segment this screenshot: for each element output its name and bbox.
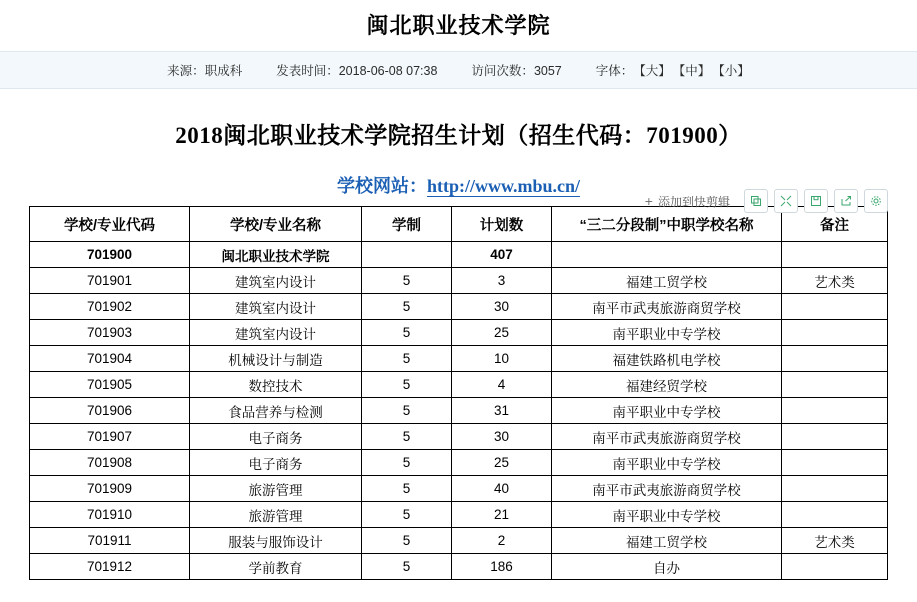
cell-remark <box>782 476 888 502</box>
save-icon[interactable] <box>804 189 828 213</box>
cell-remark <box>782 372 888 398</box>
add-to-quick-clip-label: 添加到快剪辑 <box>657 194 730 209</box>
table-row <box>30 294 888 320</box>
cell-major-name: 电子商务 <box>190 450 362 476</box>
cell-major-name: 建筑室内设计 <box>190 320 362 346</box>
table-row <box>30 528 888 554</box>
cell-duration: 5 <box>362 294 452 320</box>
table-row <box>30 242 888 268</box>
meta-visits-value: 3057 <box>533 64 562 78</box>
cell-remark: 艺术类 <box>782 268 888 294</box>
copy-icon[interactable] <box>744 189 768 213</box>
meta-source <box>167 61 242 79</box>
cell-duration: 5 <box>362 528 452 554</box>
font-size-small-link[interactable]: 【小】 <box>712 64 750 78</box>
table-row <box>30 450 888 476</box>
cell-major-name: 服装与服饰设计 <box>190 528 362 554</box>
column-header-major-code: 学校/专业代码 <box>30 207 190 242</box>
cell-partner-school: 南平市武夷旅游商贸学校 <box>552 476 782 502</box>
cell-duration: 5 <box>362 476 452 502</box>
cell-remark <box>782 294 888 320</box>
meta-publish-value: 2018-06-08 07:38 <box>338 64 438 78</box>
cell-plan-count: 25 <box>452 320 552 346</box>
table-row <box>30 372 888 398</box>
cell-plan-count: 4 <box>452 372 552 398</box>
enrollment-plan-table <box>29 206 888 580</box>
table-row <box>30 476 888 502</box>
cell-remark <box>782 398 888 424</box>
cell-major-name: 建筑室内设计 <box>190 294 362 320</box>
cell-major-code: 701904 <box>30 346 190 372</box>
cell-plan-count: 31 <box>452 398 552 424</box>
cell-major-code: 701912 <box>30 554 190 580</box>
meta-source-value: 职成科 <box>204 64 243 78</box>
meta-publish-time <box>276 61 437 79</box>
cell-plan-count: 30 <box>452 294 552 320</box>
cell-plan-count: 30 <box>452 424 552 450</box>
document-title: 2018闽北职业技术学院招生计划（招生代码：701900） <box>175 123 742 148</box>
cell-major-code: 701901 <box>30 268 190 294</box>
cell-partner-school: 南平市武夷旅游商贸学校 <box>552 424 782 450</box>
cell-duration: 5 <box>362 424 452 450</box>
cell-duration: 5 <box>362 346 452 372</box>
cell-major-name: 旅游管理 <box>190 476 362 502</box>
column-header-duration: 学制 <box>362 207 452 242</box>
cell-major-name: 食品营养与检测 <box>190 398 362 424</box>
meta-publish-label: 发表时间： <box>276 64 339 78</box>
cell-major-name: 数控技术 <box>190 372 362 398</box>
cell-plan-count: 186 <box>452 554 552 580</box>
cell-major-code: 701907 <box>30 424 190 450</box>
meta-visits <box>471 61 561 79</box>
cell-major-name: 旅游管理 <box>190 502 362 528</box>
cell-major-code: 701902 <box>30 294 190 320</box>
cell-remark <box>782 554 888 580</box>
cell-partner-school <box>552 242 782 268</box>
cell-duration: 5 <box>362 372 452 398</box>
table-row <box>30 554 888 580</box>
cell-duration: 5 <box>362 268 452 294</box>
table-row <box>30 502 888 528</box>
school-website-link[interactable]: http://www.mbu.cn/ <box>426 176 581 196</box>
cell-partner-school: 福建铁路机电学校 <box>552 346 782 372</box>
table-row <box>30 398 888 424</box>
cell-major-code: 701906 <box>30 398 190 424</box>
cell-partner-school: 南平市武夷旅游商贸学校 <box>552 294 782 320</box>
cell-duration: 5 <box>362 398 452 424</box>
meta-font-size <box>596 61 750 79</box>
cell-major-name: 机械设计与制造 <box>190 346 362 372</box>
share-icon[interactable] <box>834 189 858 213</box>
cell-partner-school: 南平职业中专学校 <box>552 450 782 476</box>
cell-partner-school: 南平职业中专学校 <box>552 320 782 346</box>
cell-plan-count: 3 <box>452 268 552 294</box>
settings-icon[interactable] <box>864 189 888 213</box>
cell-duration: 5 <box>362 502 452 528</box>
cell-plan-count: 40 <box>452 476 552 502</box>
cell-duration: 5 <box>362 320 452 346</box>
cell-partner-school: 福建工贸学校 <box>552 268 782 294</box>
cell-plan-count: 407 <box>452 242 552 268</box>
cell-remark <box>782 450 888 476</box>
cell-plan-count: 2 <box>452 528 552 554</box>
page-title: 闽北职业技术学院 <box>366 13 551 38</box>
cell-major-code: 701903 <box>30 320 190 346</box>
meta-font-label: 字体： <box>595 64 634 78</box>
cell-major-name: 闽北职业技术学院 <box>190 242 362 268</box>
article-meta-bar <box>0 51 917 89</box>
font-size-large-link[interactable]: 【大】 <box>633 64 671 78</box>
meta-source-label: 来源： <box>167 64 205 78</box>
cell-partner-school: 南平职业中专学校 <box>552 398 782 424</box>
cell-major-code: 701909 <box>30 476 190 502</box>
cell-remark <box>782 320 888 346</box>
column-header-partner-school: “三二分段制”中职学校名称 <box>552 207 782 242</box>
cell-major-name: 学前教育 <box>190 554 362 580</box>
cell-duration: 5 <box>362 450 452 476</box>
add-to-quick-clip-button[interactable] <box>637 189 738 214</box>
table-row <box>30 268 888 294</box>
font-size-medium-link[interactable]: 【中】 <box>672 64 711 78</box>
cell-major-code: 701911 <box>30 528 190 554</box>
cell-remark <box>782 346 888 372</box>
cell-partner-school: 自办 <box>552 554 782 580</box>
cell-remark: 艺术类 <box>782 528 888 554</box>
column-header-major-name: 学校/专业名称 <box>190 207 362 242</box>
clip-toolbar <box>637 186 888 216</box>
cell-major-code: 701908 <box>30 450 190 476</box>
cell-plan-count: 10 <box>452 346 552 372</box>
cell-remark <box>782 502 888 528</box>
column-header-plan-count: 计划数 <box>452 207 552 242</box>
meta-visits-label: 访问次数： <box>471 64 534 78</box>
cell-major-code: 701910 <box>30 502 190 528</box>
cell-remark <box>782 424 888 450</box>
cell-partner-school: 南平职业中专学校 <box>552 502 782 528</box>
cell-duration: 5 <box>362 554 452 580</box>
cell-major-name: 电子商务 <box>190 424 362 450</box>
school-website-label: 学校网站： <box>336 176 427 196</box>
resize-icon[interactable] <box>774 189 798 213</box>
column-header-remark: 备注 <box>782 207 888 242</box>
cell-duration <box>362 242 452 268</box>
cell-partner-school: 福建经贸学校 <box>552 372 782 398</box>
cell-plan-count: 25 <box>452 450 552 476</box>
cell-major-code: 701905 <box>30 372 190 398</box>
table-row <box>30 320 888 346</box>
cell-partner-school: 福建工贸学校 <box>552 528 782 554</box>
cell-remark <box>782 242 888 268</box>
cell-major-code: 701900 <box>30 242 190 268</box>
table-row <box>30 424 888 450</box>
plus-icon: + <box>644 193 653 209</box>
table-row <box>30 346 888 372</box>
cell-major-name: 建筑室内设计 <box>190 268 362 294</box>
cell-plan-count: 21 <box>452 502 552 528</box>
